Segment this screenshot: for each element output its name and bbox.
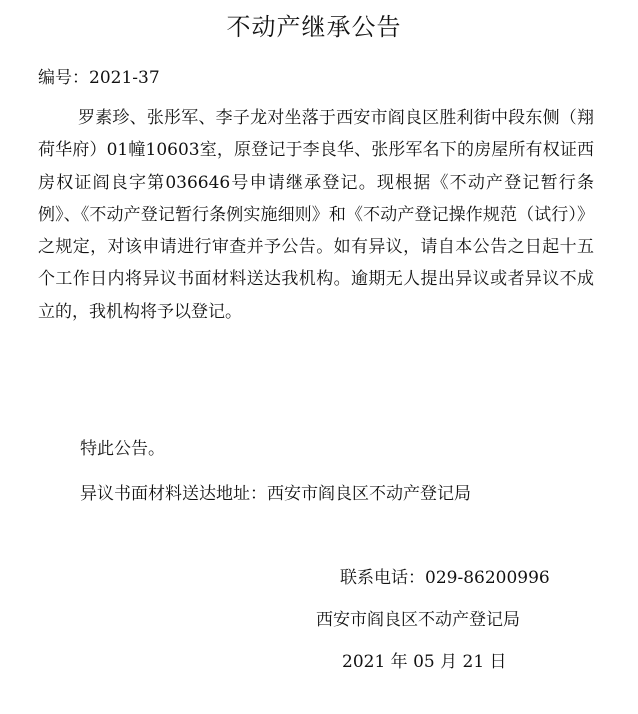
objection-address: 异议书面材料送达地址：西安市阎良区不动产登记局 <box>80 484 471 504</box>
notice-number: 编号：2021-37 <box>38 68 160 88</box>
notice-date: 2021 年 05 月 21 日 <box>342 652 507 672</box>
notice-closing: 特此公告。 <box>80 439 165 459</box>
notice-body: 罗素珍、张彤军、李子龙对坐落于西安市阎良区胜利街中段东侧（翔荷华府）01幢10603室，原登记于李良华、张彤军名下的房屋所有权证西房权证阎良字第036646号申请继承登记。现根据《不动产登记暂行条例》、《不动产登记暂行条例实施细则》和《不动产登记操作规范（试行）》之规定，对该申请进行审查并予公告。如有异议，请自本公告之日起十五个工作日内将异议书面材料送达我机构。逾期无人提出异议或者异议不成立的，我机构将予以登记。 <box>38 108 594 322</box>
notice-title: 不动产继承公告 <box>226 13 402 41</box>
contact-phone: 联系电话：029-86200996 <box>340 568 550 588</box>
issuing-office: 西安市阎良区不动产登记局 <box>316 610 520 630</box>
